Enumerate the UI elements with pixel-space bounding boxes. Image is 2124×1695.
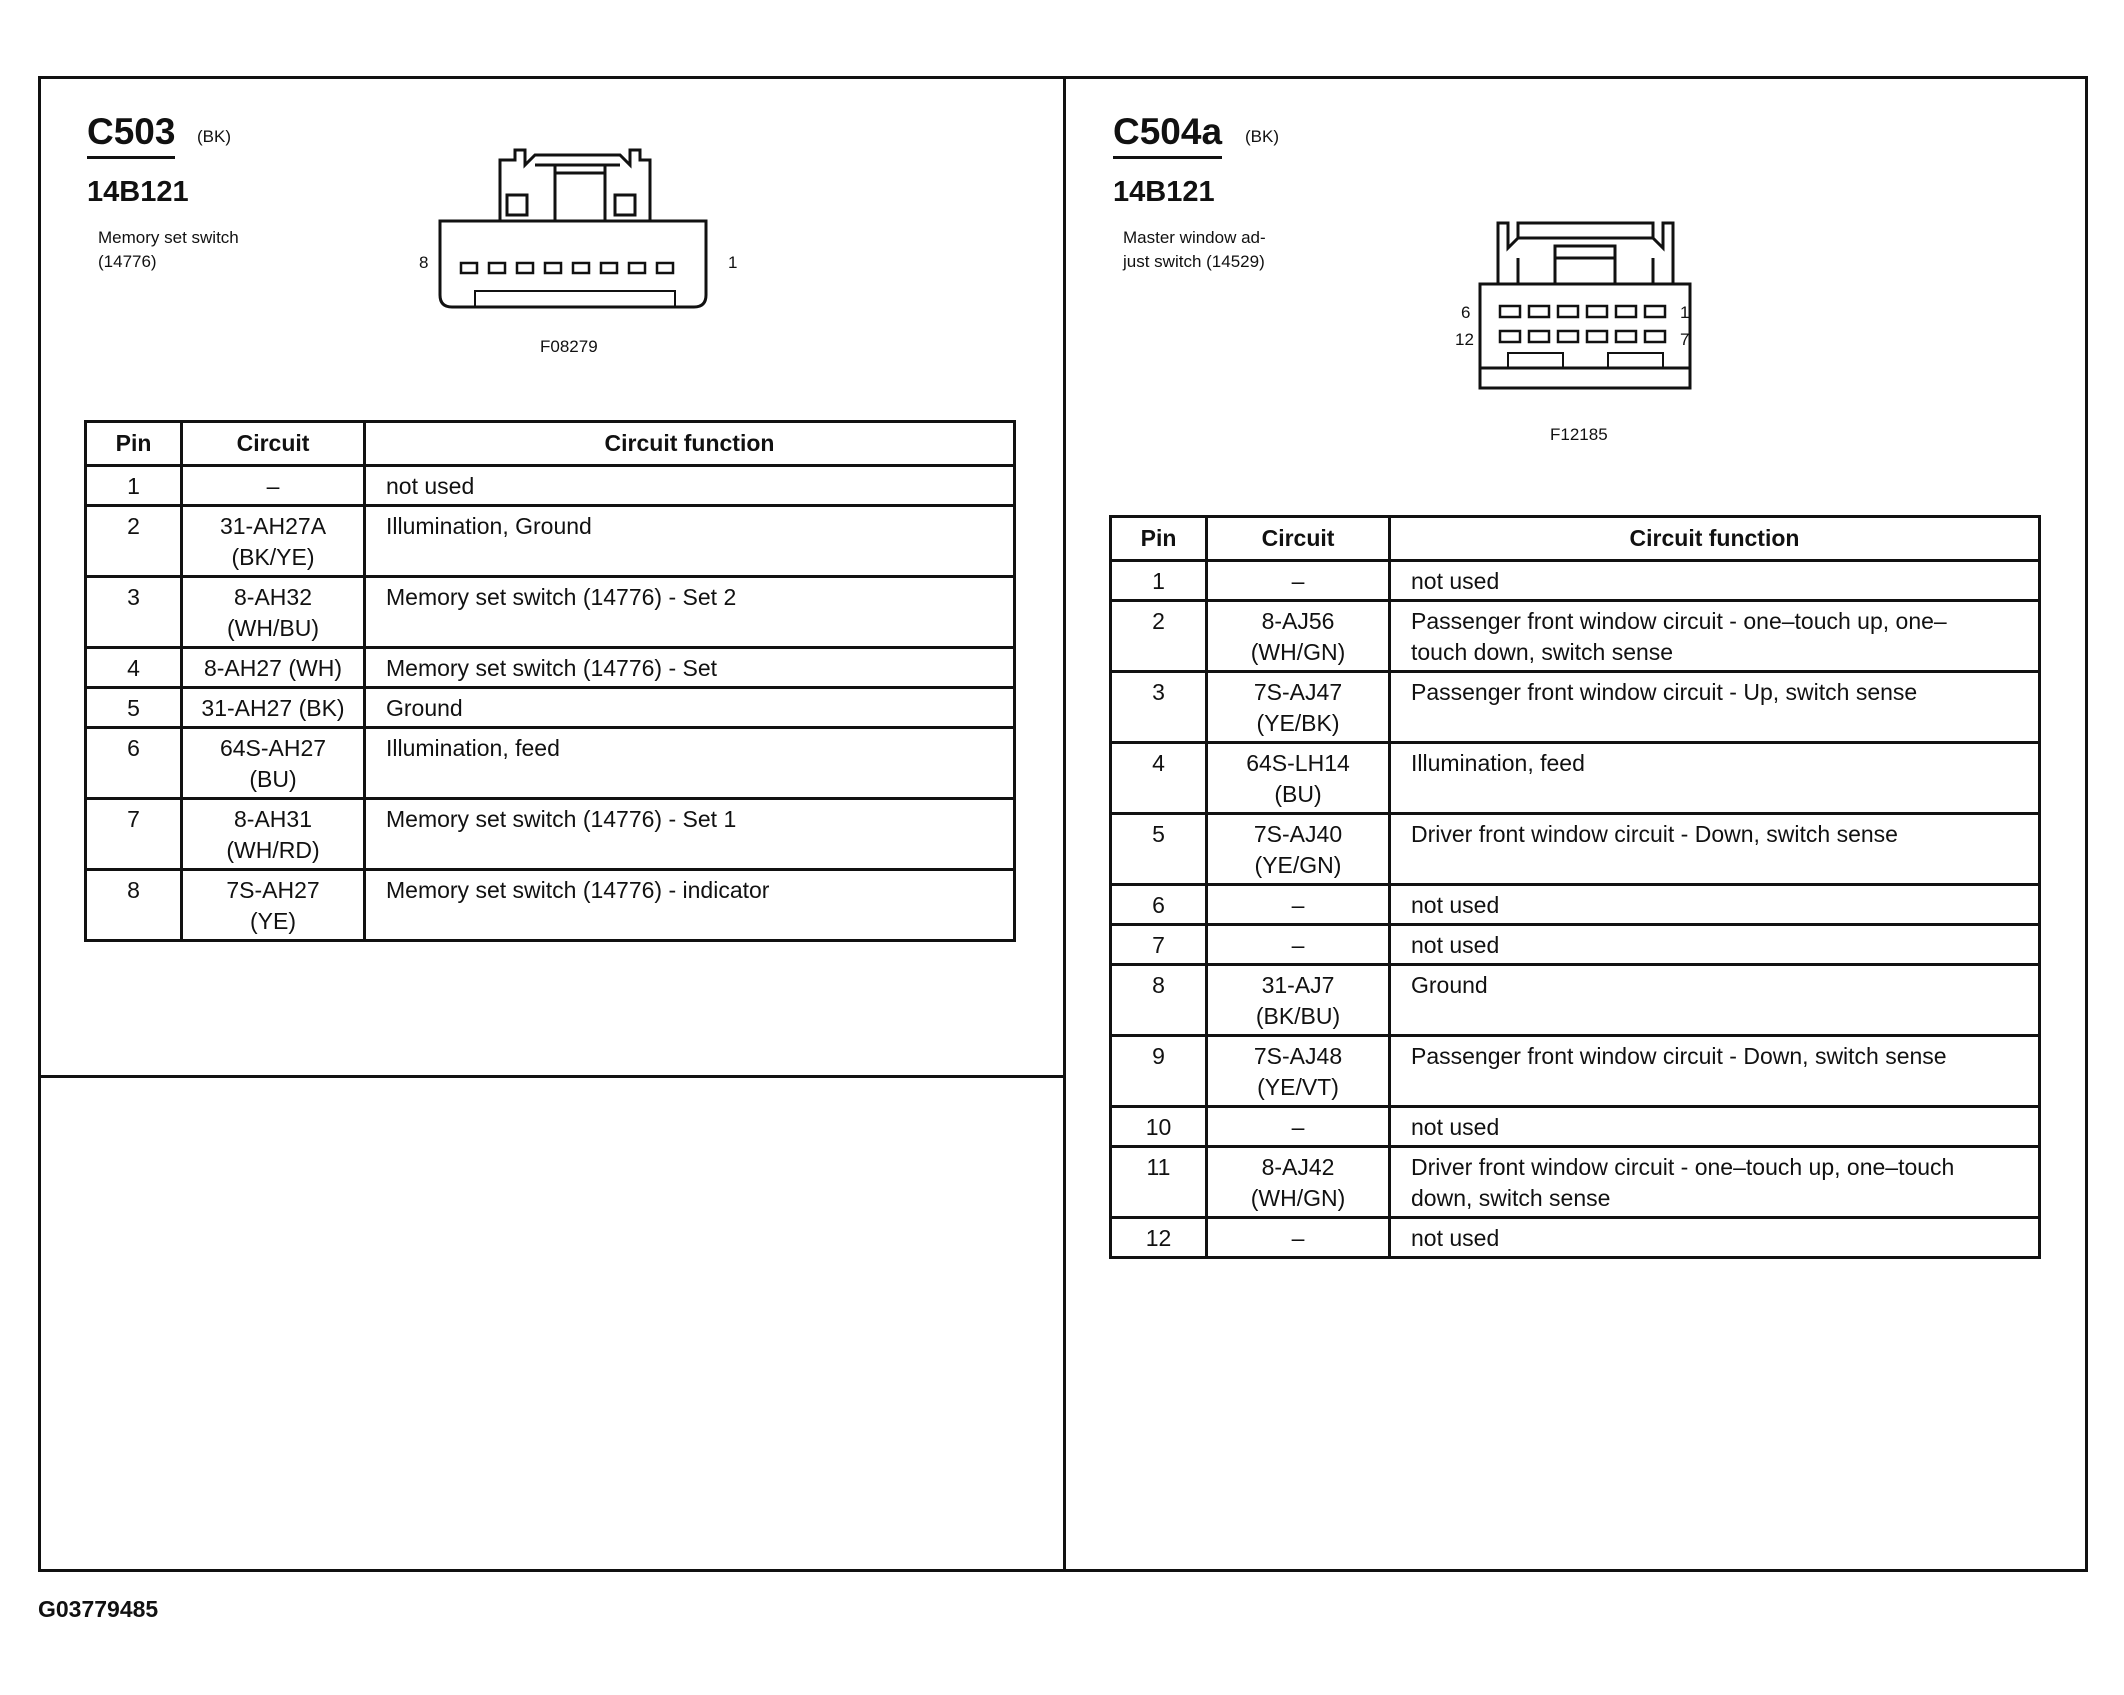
figure-id: F12185 [1550, 425, 1608, 444]
circuit-cell: – [182, 466, 365, 506]
function-cell: Driver front window circuit - Down, switch sense [1390, 814, 2040, 885]
vertical-divider [1063, 76, 1066, 1572]
table-row [86, 688, 1015, 728]
table-row [1111, 743, 2040, 814]
table-row [1111, 601, 2040, 672]
table-row [1111, 885, 2040, 925]
pin-cell: 6 [86, 728, 182, 799]
header-circuit: Circuit [1207, 517, 1390, 561]
table-row [86, 577, 1015, 648]
circuit-cell: 7S-AJ48 (YE/VT) [1207, 1036, 1390, 1107]
part-number: 14B121 [1113, 176, 1215, 208]
table-row [86, 648, 1015, 688]
function-cell: Illumination, feed [365, 728, 1015, 799]
pin-label-top-right: 1 [1680, 303, 1690, 322]
circuit-cell: 64S-AH27 (BU) [182, 728, 365, 799]
function-cell: not used [1390, 1218, 2040, 1258]
function-cell: Illumination, feed [1390, 743, 2040, 814]
header-circuit: Circuit [182, 422, 365, 466]
pin-cell: 6 [1111, 885, 1207, 925]
table-row [1111, 1036, 2040, 1107]
pin-cell: 1 [1111, 561, 1207, 601]
circuit-cell: 7S-AH27 (YE) [182, 870, 365, 941]
circuit-cell: 7S-AJ40 (YE/GN) [1207, 814, 1390, 885]
pin-cell: 3 [1111, 672, 1207, 743]
circuit-cell: 31-AJ7 (BK/BU) [1207, 965, 1390, 1036]
pin-cell: 8 [1111, 965, 1207, 1036]
table-row [1111, 1147, 2040, 1218]
table-row [86, 506, 1015, 577]
pin-cell: 9 [1111, 1036, 1207, 1107]
function-cell: Illumination, Ground [365, 506, 1015, 577]
circuit-cell: – [1207, 1218, 1390, 1258]
pin-cell: 2 [1111, 601, 1207, 672]
table-row [86, 799, 1015, 870]
circuit-cell: 64S-LH14 (BU) [1207, 743, 1390, 814]
pin-cell: 8 [86, 870, 182, 941]
table-row [1111, 1107, 2040, 1147]
table-row [1111, 561, 2040, 601]
function-cell: Memory set switch (14776) - Set 2 [365, 577, 1015, 648]
function-cell: Driver front window circuit - one–touch up, one–touch down, switch sense [1390, 1147, 2040, 1218]
function-cell: not used [365, 466, 1015, 506]
header-pin: Pin [86, 422, 182, 466]
horizontal-divider [38, 1075, 1065, 1078]
pin-cell: 10 [1111, 1107, 1207, 1147]
function-cell: Passenger front window circuit - one–touch up, one– touch down, switch sense [1390, 601, 2040, 672]
table-row [1111, 925, 2040, 965]
connector-id: C503 [87, 112, 175, 159]
function-cell: Passenger front window circuit - Down, switch sense [1390, 1036, 2040, 1107]
connector-color: (BK) [1245, 127, 1279, 146]
circuit-cell: 8-AH27 (WH) [182, 648, 365, 688]
pin-cell: 7 [86, 799, 182, 870]
figure-id: F08279 [540, 337, 598, 356]
header-pin: Pin [1111, 517, 1207, 561]
function-cell: Memory set switch (14776) - Set 1 [365, 799, 1015, 870]
table-row [86, 728, 1015, 799]
circuit-cell: – [1207, 1107, 1390, 1147]
pin-label-bottom-left: 12 [1455, 330, 1474, 349]
function-cell: not used [1390, 925, 2040, 965]
pin-label-top-left: 6 [1461, 303, 1471, 322]
pin-table [84, 420, 1016, 942]
pin-label-bottom-right: 7 [1680, 330, 1690, 349]
header-circuit-function: Circuit function [1390, 517, 2040, 561]
pin-table-body [1111, 561, 2040, 1258]
table-header-row [1111, 517, 2040, 561]
pin-cell: 4 [1111, 743, 1207, 814]
pin-cell: 1 [86, 466, 182, 506]
circuit-cell: 8-AH31 (WH/RD) [182, 799, 365, 870]
circuit-cell: 8-AJ42 (WH/GN) [1207, 1147, 1390, 1218]
function-cell: Passenger front window circuit - Up, switch sense [1390, 672, 2040, 743]
circuit-cell: 7S-AJ47 (YE/BK) [1207, 672, 1390, 743]
circuit-cell: – [1207, 885, 1390, 925]
pin-table-body [86, 466, 1015, 941]
header-circuit-function: Circuit function [365, 422, 1015, 466]
pin-cell: 7 [1111, 925, 1207, 965]
circuit-cell: 31-AH27A (BK/YE) [182, 506, 365, 577]
function-cell: Memory set switch (14776) - indicator [365, 870, 1015, 941]
circuit-cell: 8-AJ56 (WH/GN) [1207, 601, 1390, 672]
connector-face-diagram [435, 145, 715, 310]
pin-label-right: 1 [728, 253, 738, 272]
pin-cell: 12 [1111, 1218, 1207, 1258]
pin-cell: 11 [1111, 1147, 1207, 1218]
pin-table [1109, 515, 2041, 1259]
table-row [1111, 814, 2040, 885]
table-row [1111, 1218, 2040, 1258]
pin-cell: 5 [1111, 814, 1207, 885]
table-header-row [86, 422, 1015, 466]
connector-description: Master window ad- just switch (14529) [1123, 228, 1266, 271]
pin-cell: 5 [86, 688, 182, 728]
document-id: G03779485 [38, 1596, 159, 1622]
table-row [86, 466, 1015, 506]
circuit-cell: 31-AH27 (BK) [182, 688, 365, 728]
connector-description: Memory set switch (14776) [98, 228, 239, 271]
circuit-cell: 8-AH32 (WH/BU) [182, 577, 365, 648]
connector-color: (BK) [197, 127, 231, 146]
function-cell: not used [1390, 561, 2040, 601]
function-cell: Ground [1390, 965, 2040, 1036]
function-cell: not used [1390, 1107, 2040, 1147]
pin-cell: 3 [86, 577, 182, 648]
table-row [1111, 672, 2040, 743]
function-cell: Memory set switch (14776) - Set [365, 648, 1015, 688]
pin-cell: 4 [86, 648, 182, 688]
function-cell: Ground [365, 688, 1015, 728]
pin-label-left: 8 [419, 253, 429, 272]
connector-face-diagram [1478, 218, 1693, 393]
function-cell: not used [1390, 885, 2040, 925]
table-row [86, 870, 1015, 941]
table-row [1111, 965, 2040, 1036]
circuit-cell: – [1207, 561, 1390, 601]
pin-cell: 2 [86, 506, 182, 577]
connector-id: C504a [1113, 112, 1222, 159]
circuit-cell: – [1207, 925, 1390, 965]
part-number: 14B121 [87, 176, 189, 208]
